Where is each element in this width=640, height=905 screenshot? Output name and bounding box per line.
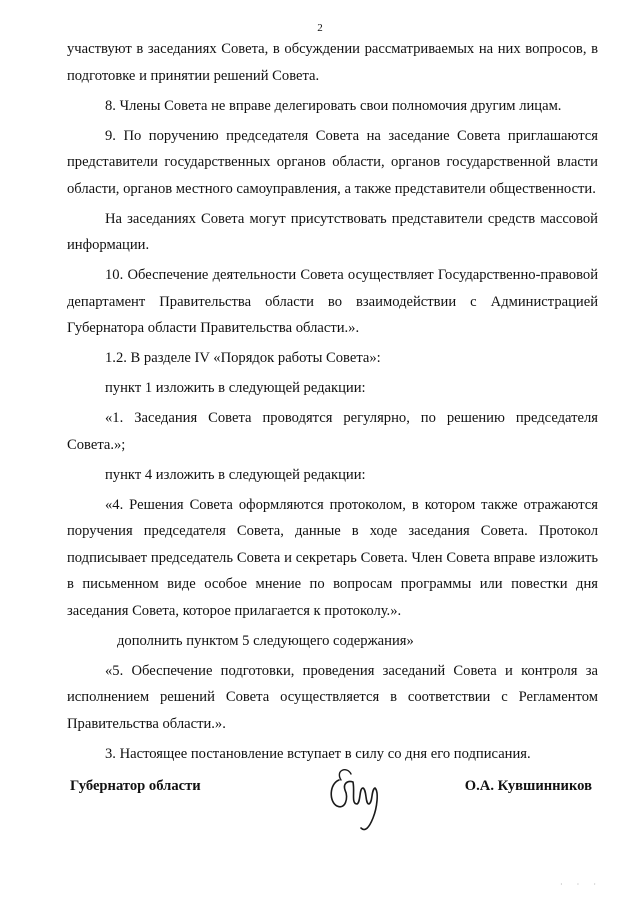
page-number: 2 [317, 22, 323, 34]
handwritten-signature [325, 758, 387, 836]
paragraph: «1. Заседания Совета проводятся регулярно, по решению председателя Совета.»; [67, 410, 598, 453]
document-body [67, 36, 598, 771]
paragraph: 9. По поручению председателя Совета на заседание Совета приглашаются представители государственных органов области, органов государственной власти области, органов местного самоуправления, а также представители общественности. [67, 127, 598, 197]
paragraph: 8. Члены Совета не вправе делегировать свои полномочия другим лицам. [105, 97, 562, 114]
paragraph: 3. Настоящее постановление вступает в силу со дня его подписания. [105, 745, 531, 762]
paragraph: пункт 1 изложить в следующей редакции: [105, 380, 366, 396]
paragraph: участвуют в заседаниях Совета, в обсуждении рассматриваемых на них вопросов, в подготовке и принятии решений Совета. [67, 41, 598, 84]
paragraph: «4. Решения Совета оформляются протоколом, в котором также отражаются поручения председателя Совета, данные в ходе заседания Совета. Протокол подписывает председатель Совета и секретарь Совета. Член Совета вправе изложить в письменном виде особое мнение по вопросам программы или повестки дня заседания Совета, которое прилагается к протоколу.». [67, 496, 598, 619]
signatory-name: О.А. Кувшинников [464, 778, 592, 794]
paragraph: «5. Обеспечение подготовки, проведения заседаний Совета и контроля за исполнением решений Совета осуществляется в соответствии с Регламентом Правительства области.». [67, 662, 598, 732]
paragraph: На заседаниях Совета могут присутствовать представители средств массовой информации. [67, 210, 598, 253]
paragraph: 1.2. В разделе IV «Порядок работы Совета»: [105, 350, 381, 366]
signatory-title: Губернатор области [70, 778, 201, 794]
paragraph: дополнить пунктом 5 следующего содержания» [117, 632, 414, 649]
scan-marks: · · · [560, 880, 602, 889]
paragraph: пункт 4 изложить в следующей редакции: [105, 466, 366, 483]
paragraph: 10. Обеспечение деятельности Совета осуществляет Государственно-правовой департамент Правительства области во взаимодействии с Администрацией Губернатора области Правительства области.». [67, 267, 598, 336]
